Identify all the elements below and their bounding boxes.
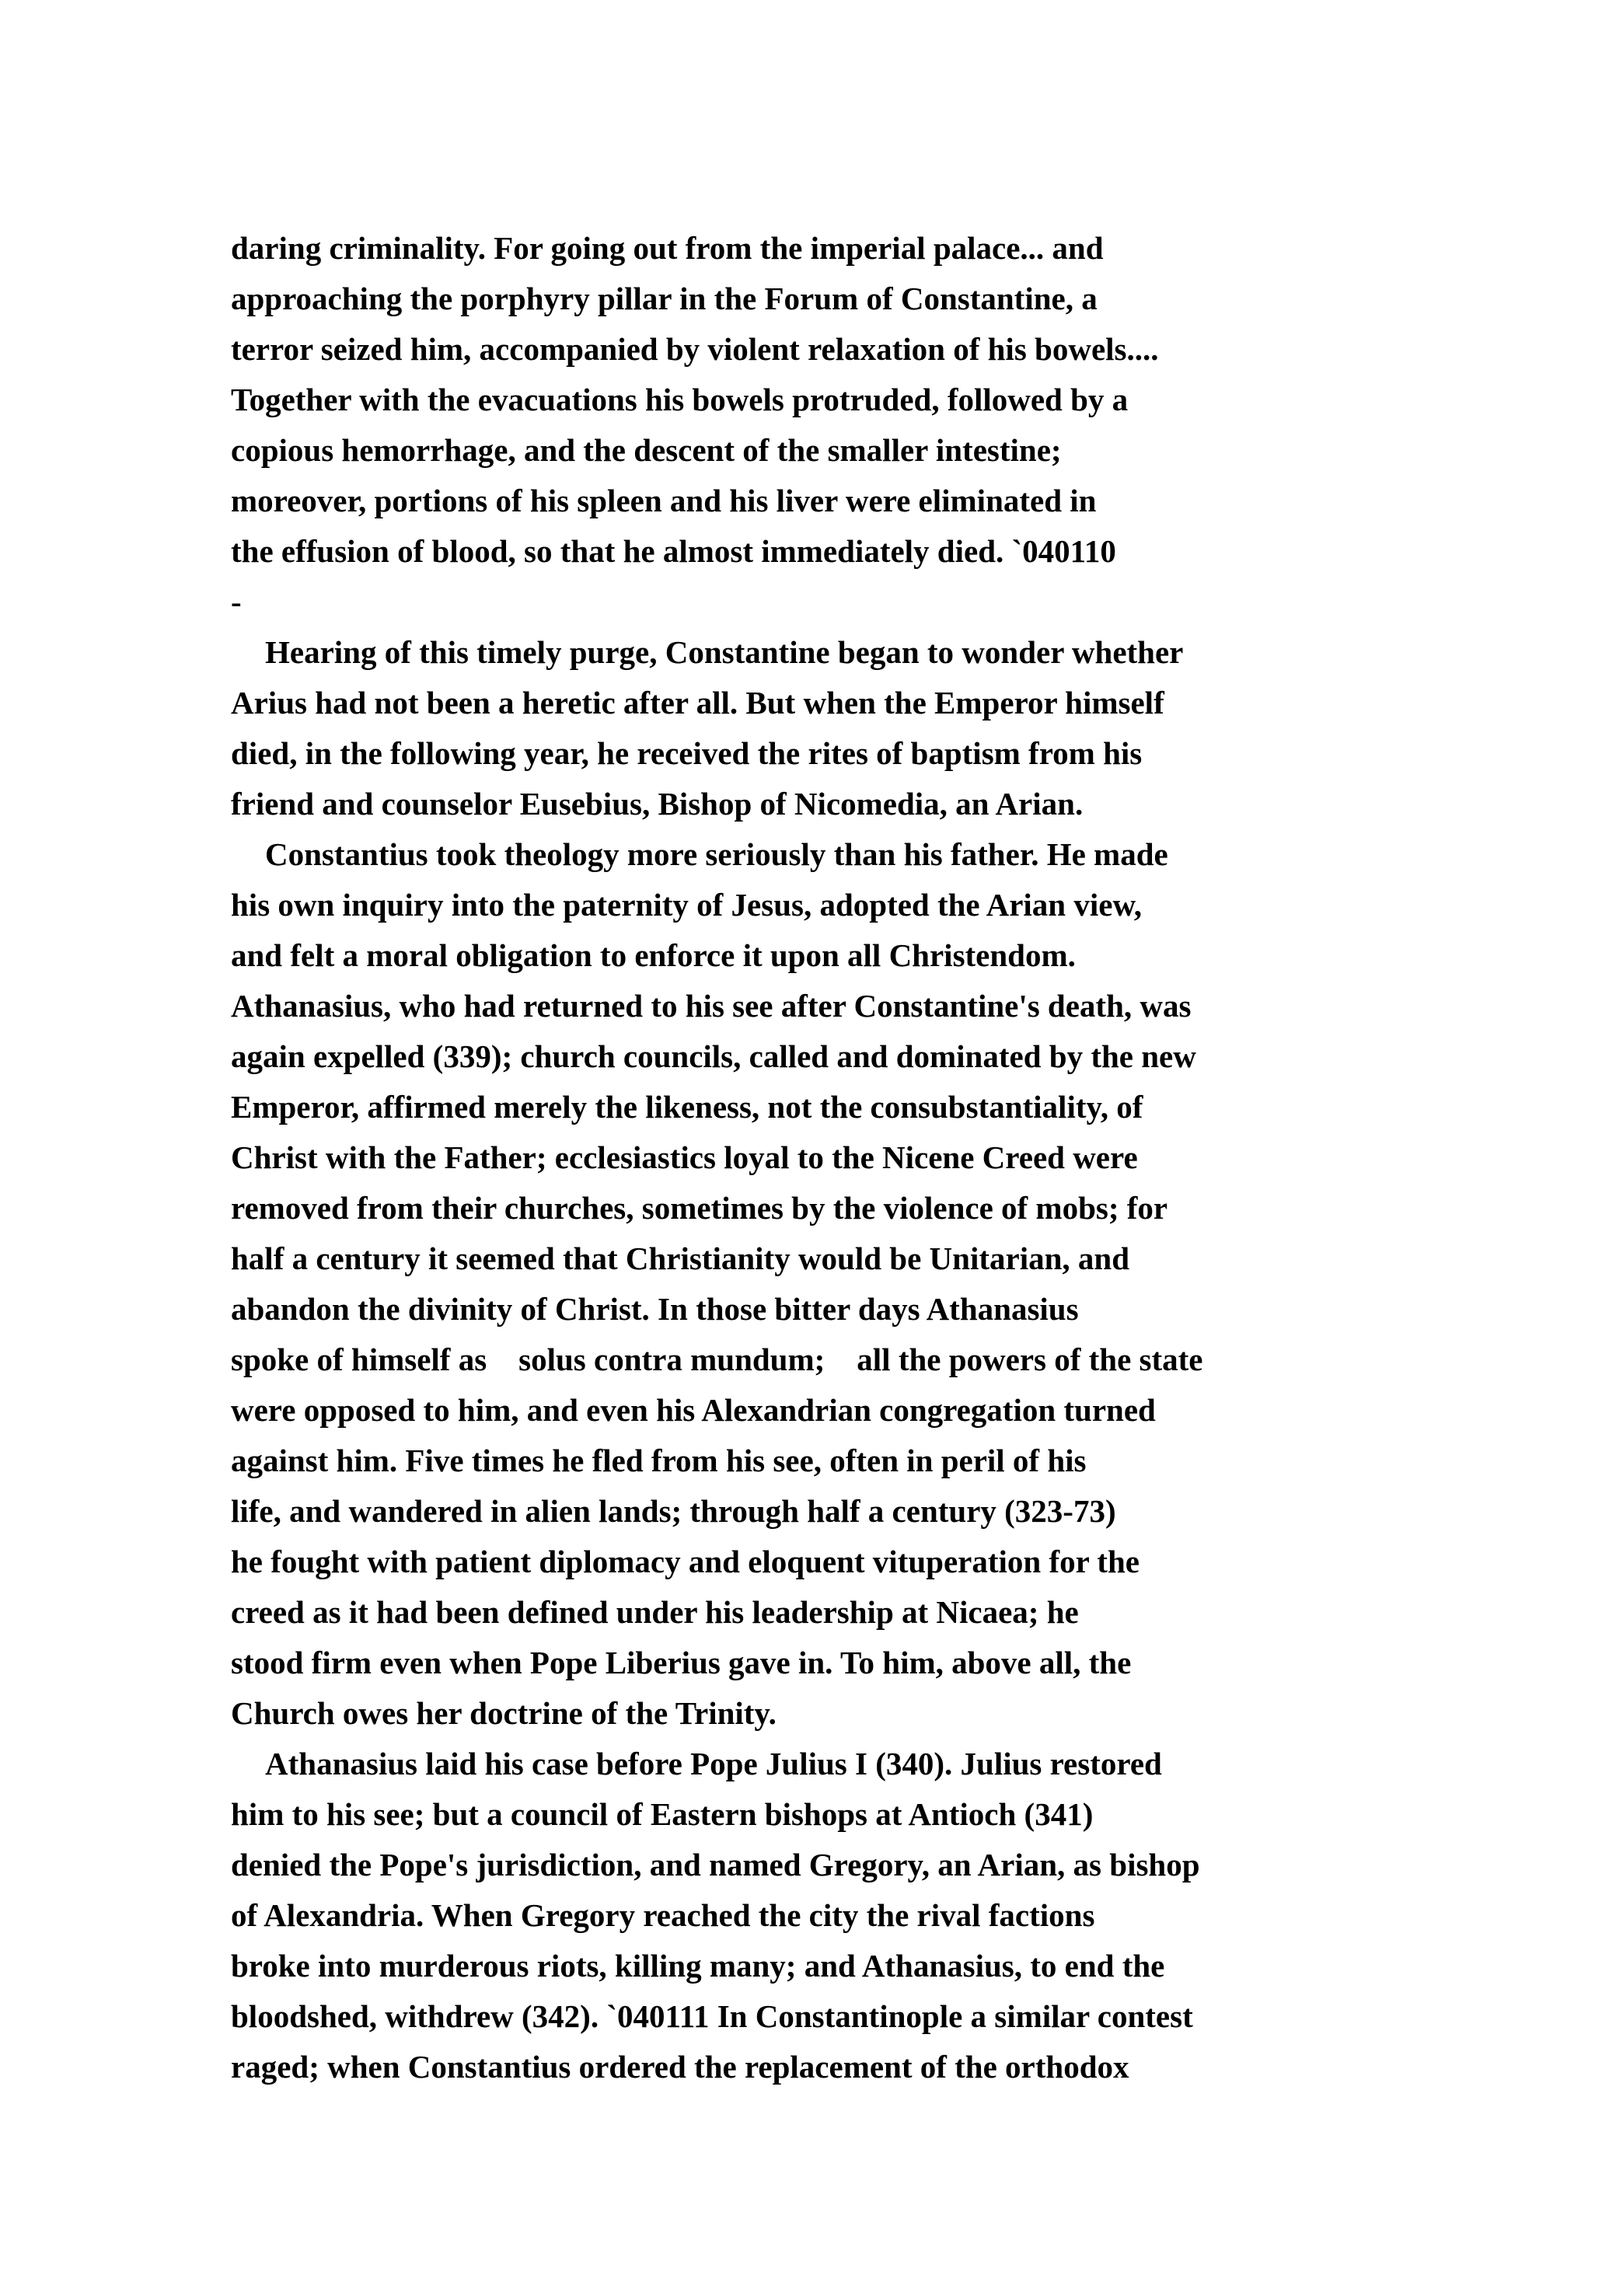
text-line: - (231, 584, 242, 619)
text-line: removed from their churches, sometimes by the violence of mobs; for (231, 1190, 1168, 1226)
paragraph-start-line: Athanasius laid his case before Pope Julius I (340). Julius restored (265, 1746, 1162, 1781)
text-line: of Alexandria. When Gregory reached the city the rival factions (231, 1897, 1095, 1933)
text-line: approaching the porphyry pillar in the Forum of Constantine, a (231, 281, 1098, 316)
text-line: against him. Five times he fled from his see, often in peril of his (231, 1443, 1087, 1478)
text-line: stood firm even when Pope Liberius gave in. To him, above all, the (231, 1645, 1132, 1680)
text-line: Together with the evacuations his bowels protruded, followed by a (231, 382, 1129, 417)
text-line: Arius had not been a heretic after all. But when the Emperor himself (231, 685, 1164, 721)
body-text (231, 223, 1568, 2092)
text-line: terror seized him, accompanied by violent relaxation of his bowels.... (231, 331, 1159, 367)
text-line: Athanasius, who had returned to his see after Constantine's death, was (231, 988, 1192, 1024)
text-line: spoke of himself as solus contra mundum; all the powers of the state (231, 1342, 1203, 1377)
text-line: Emperor, affirmed merely the likeness, not the consubstantiality, of (231, 1089, 1143, 1125)
text-line: died, in the following year, he received the rites of baptism from his (231, 735, 1143, 771)
text-line: and felt a moral obligation to enforce it upon all Christendom. (231, 937, 1076, 973)
text-line: creed as it had been defined under his leadership at Nicaea; he (231, 1594, 1079, 1630)
text-line: the effusion of blood, so that he almost immediately died. `040110 (231, 533, 1116, 569)
text-line: again expelled (339); church councils, called and dominated by the new (231, 1038, 1196, 1074)
text-line: life, and wandered in alien lands; through half a century (323-73) (231, 1493, 1116, 1529)
text-line: broke into murderous riots, killing many; and Athanasius, to end the (231, 1948, 1165, 1984)
text-line: copious hemorrhage, and the descent of the smaller intestine; (231, 432, 1062, 468)
text-line: Church owes her doctrine of the Trinity. (231, 1695, 777, 1731)
text-line: he fought with patient diplomacy and eloquent vituperation for the (231, 1544, 1140, 1579)
text-line: raged; when Constantius ordered the replacement of the orthodox (231, 2049, 1129, 2085)
text-line: friend and counselor Eusebius, Bishop of Nicomedia, an Arian. (231, 786, 1084, 822)
text-line: daring criminality. For going out from the imperial palace... and (231, 230, 1104, 266)
paragraph-start-line: Hearing of this timely purge, Constantine began to wonder whether (265, 634, 1184, 670)
paragraph-start-line: Constantius took theology more seriously than his father. He made (265, 836, 1168, 872)
text-line: were opposed to him, and even his Alexandrian congregation turned (231, 1392, 1156, 1428)
text-line: Christ with the Father; ecclesiastics loyal to the Nicene Creed were (231, 1139, 1138, 1175)
text-line: abandon the divinity of Christ. In those bitter days Athanasius (231, 1291, 1079, 1327)
text-line: moreover, portions of his spleen and his liver were eliminated in (231, 483, 1097, 518)
text-line: denied the Pope's jurisdiction, and named Gregory, an Arian, as bishop (231, 1847, 1200, 1883)
text-line: bloodshed, withdrew (342). `040111 In Constantinople a similar contest (231, 1998, 1193, 2034)
text-line: him to his see; but a council of Eastern bishops at Antioch (341) (231, 1796, 1094, 1832)
text-line: his own inquiry into the paternity of Jesus, adopted the Arian view, (231, 887, 1143, 923)
text-line: half a century it seemed that Christianity would be Unitarian, and (231, 1240, 1130, 1276)
